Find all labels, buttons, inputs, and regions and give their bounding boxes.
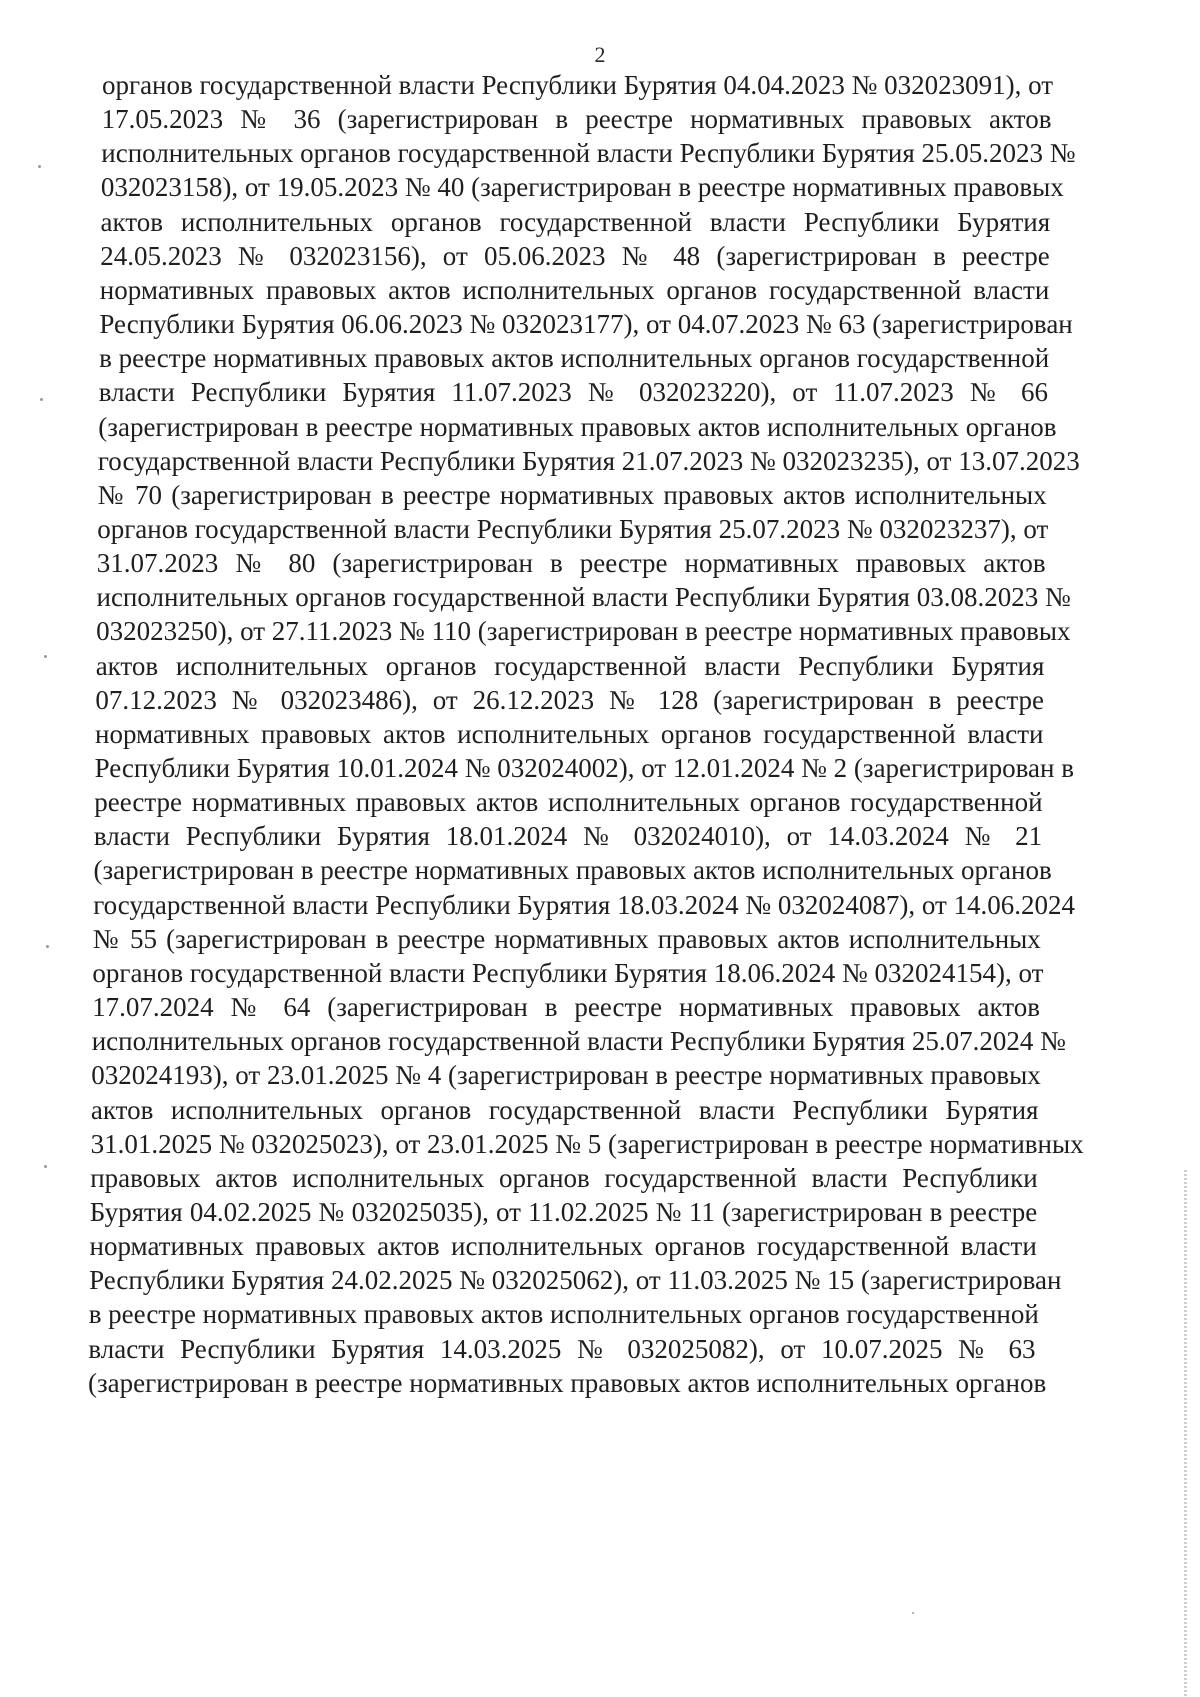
scan-speck	[912, 1612, 914, 1614]
text-line: Республики Бурятия 10.01.2024 № 032024002), от 12.01.2024 № 2 (зарегистрирован в	[94, 753, 1074, 783]
text-line: актов исполнительных органов государственной власти Республики Бурятия	[95, 650, 1045, 681]
scan-edge-shadow	[1184, 1170, 1187, 1697]
text-line: 31.01.2025 № 032025023), от 23.01.2025 № 5 (зарегистрирован в реестре нормативных	[90, 1128, 1084, 1159]
text-line: нормативных правовых актов исполнительных органов государственной власти	[89, 1231, 1037, 1262]
text-line: нормативных правовых актов исполнительных органов государственной власти	[95, 718, 1044, 749]
text-line: 07.12.2023 № 032023486), от 26.12.2023 № 128 (зарегистрирован в реестре	[95, 684, 1044, 715]
text-line: исполнительных органов государственной власти Республики Бурятия 25.07.2024 №	[91, 1026, 1066, 1057]
page-number: 2	[594, 42, 606, 67]
text-line: власти Республики Бурятия 18.01.2024 № 032024010), от 14.03.2024 № 21	[93, 821, 1043, 852]
text-line: № 55 (зарегистрирован в реестре нормативных правовых актов исполнительных	[92, 923, 1041, 954]
text-line: исполнительных органов государственной власти Республики Бурятия 25.05.2023 №	[101, 138, 1076, 169]
text-line: власти Республики Бурятия 11.07.2023 № 032023220), от 11.07.2023 № 66	[98, 377, 1048, 408]
scan-speck	[44, 1165, 47, 1168]
scan-speck	[46, 945, 49, 948]
text-line: актов исполнительных органов государственной власти Республики Бурятия	[100, 206, 1051, 237]
scan-speck	[44, 655, 47, 658]
text-line: (зарегистрирован в реестре нормативных правовых актов исполнительных органов	[88, 1367, 1047, 1398]
text-line: Бурятия 04.02.2025 № 032025035), от 11.02.2025 № 11 (зарегистрирован в реестре	[89, 1197, 1038, 1227]
text-line: нормативных правовых актов исполнительных органов государственной власти	[99, 274, 1050, 305]
text-line: органов государственной власти Республики Бурятия 18.06.2024 № 032024154), от	[92, 957, 1044, 988]
text-line: (зарегистрирован в реестре нормативных правовых актов исполнительных органов	[93, 855, 1052, 886]
text-line: 032023158), от 19.05.2023 № 40 (зарегистрирован в реестре нормативных правовых	[100, 172, 1064, 203]
text-line: государственной власти Республики Бурятия 21.07.2023 № 032023235), от 13.07.2023	[97, 445, 1080, 476]
text-line: органов государственной власти Республики Бурятия 25.07.2023 № 032023237), от	[97, 513, 1049, 544]
text-line: 032024193), от 23.01.2025 № 4 (зарегистрирован в реестре нормативных правовых	[91, 1060, 1041, 1091]
text-line: 032023250), от 27.11.2023 № 110 (зарегистрирован в реестре нормативных правовых	[96, 616, 1071, 647]
text-line: № 70 (зарегистрирован в реестре нормативных правовых актов исполнительных	[97, 479, 1047, 510]
text-line: Республики Бурятия 06.06.2023 № 032023177), от 04.07.2023 № 63 (зарегистрирован	[99, 309, 1073, 339]
text-line: в реестре нормативных правовых актов исполнительных органов государственной	[99, 343, 1050, 374]
scan-speck	[38, 165, 41, 168]
text-line: исполнительных органов государственной власти Республики Бурятия 03.08.2023 №	[96, 582, 1071, 613]
text-line: (зарегистрирован в реестре нормативных правовых актов исполнительных органов	[98, 411, 1057, 442]
text-line: актов исполнительных органов государственной власти Республики Бурятия	[90, 1094, 1039, 1125]
text-line: власти Республики Бурятия 14.03.2025 № 032025082), от 10.07.2025 № 63	[88, 1333, 1036, 1364]
text-line: 31.07.2023 № 80 (зарегистрирован в реестре нормативных правовых актов	[96, 548, 1046, 579]
text-line: 24.05.2023 № 032023156), от 05.06.2023 № 48 (зарегистрирован в реестре	[100, 240, 1050, 271]
text-line: в реестре нормативных правовых актов исполнительных органов государственной	[88, 1299, 1039, 1330]
scan-speck	[40, 398, 43, 401]
text-line: реестре нормативных правовых актов исполнительных органов государственной	[94, 787, 1043, 818]
text-line: правовых актов исполнительных органов государственной власти Республики	[90, 1162, 1038, 1193]
text-line: 17.07.2024 № 64 (зарегистрирован в реестре нормативных правовых актов	[92, 992, 1040, 1022]
text-line: органов государственной власти Республики Бурятия 04.04.2023 № 032023091), от	[102, 70, 1054, 100]
text-line: государственной власти Республики Бурятия 18.03.2024 № 032024087), от 14.06.2024	[93, 889, 1076, 920]
text-line: 17.05.2023 № 36 (зарегистрирован в реестре нормативных правовых актов	[101, 104, 1052, 135]
text-line: Республики Бурятия 24.02.2025 № 032025062), от 11.03.2025 № 15 (зарегистрирован	[89, 1265, 1062, 1296]
